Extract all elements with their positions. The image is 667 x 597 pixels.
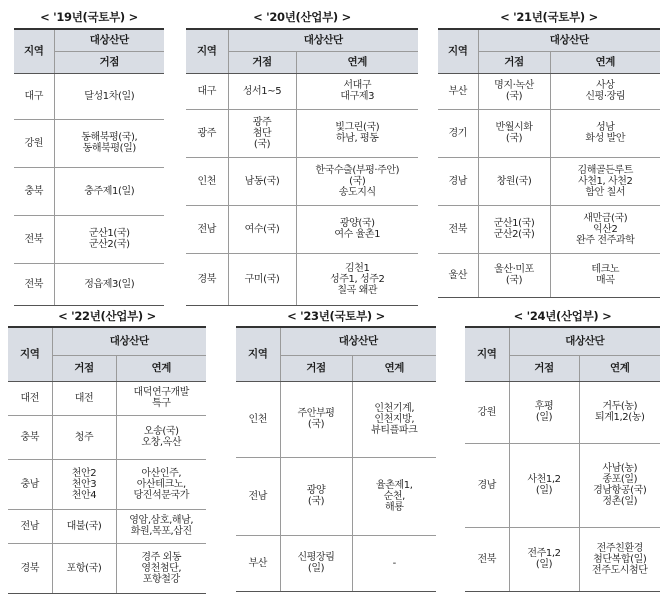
group-header: 대상산단 [54,29,164,51]
linked-cell: 율촌제1, 순천, 해룡 [352,457,436,535]
hub-cell: 정읍제3(일) [54,263,164,305]
region-cell: 충남 [8,459,52,509]
hub-cell: 군산1(국) 군산2(국) [478,205,550,253]
table-caption-2022: < '22년(산업부) > [58,309,156,323]
region-cell: 광주 [186,109,228,157]
hub-cell: 사천1,2 (일) [509,443,579,527]
region-header: 지역 [186,29,228,73]
region-cell: 전북 [14,263,54,305]
hub-cell: 성서1~5 [228,73,296,109]
table-caption-2024: < '24년(산업부) > [513,309,612,323]
region-cell: 울산 [438,253,478,297]
hub-cell: 후평 (일) [509,381,579,443]
hub-cell: 충주제1(일) [54,167,164,215]
region-cell: 경북 [186,253,228,305]
region-cell: 전북 [465,527,509,591]
col-header-hub: 거점 [280,355,352,381]
group-header: 대상산단 [52,327,206,355]
hub-cell: 창원(국) [478,157,550,205]
region-header: 지역 [438,29,478,73]
hub-cell: 대불(국) [52,509,116,543]
linked-cell: 대덕연구개발 특구 [116,381,206,415]
hub-cell: 군산1(국) 군산2(국) [54,215,164,263]
linked-cell: 아산인주, 아산테크노, 당진석문국가 [116,459,206,509]
region-cell: 대전 [8,381,52,415]
region-cell: 경기 [438,109,478,157]
linked-cell: 성남 화성 발안 [550,109,660,157]
table-2023 [236,326,436,592]
linked-cell: 서대구 대구제3 [296,73,418,109]
hub-cell: 청주 [52,415,116,459]
linked-cell: 빛그린(국) 하남, 평동 [296,109,418,157]
region-cell: 충북 [8,415,52,459]
linked-cell: 인천기계, 인천지방, 뷰티플파크 [352,381,436,457]
group-header: 대상산단 [280,327,436,355]
table-2022 [8,326,206,594]
linked-cell: 경주 외동 영천첨단, 포항철강 [116,543,206,593]
linked-cell: 사남(농) 종포(일) 경남항공(국) 정촌(일) [579,443,660,527]
region-cell: 전남 [186,205,228,253]
linked-cell: 한국수출(부평·주안) (국) 송도지식 [296,157,418,205]
group-header: 대상산단 [478,29,660,51]
col-header-linked: 연계 [579,355,660,381]
region-cell: 충북 [14,167,54,215]
hub-cell: 여수(국) [228,205,296,253]
hub-cell: 동해북평(국), 동해북평(일) [54,119,164,167]
col-header-hub: 거점 [52,355,116,381]
linked-cell: 새만금(국) 익산2 완주 전주과학 [550,205,660,253]
region-cell: 강원 [14,119,54,167]
region-header: 지역 [465,327,509,381]
region-cell: 대구 [186,73,228,109]
region-header: 지역 [14,29,54,73]
linked-cell: 사상 신평·장림 [550,73,660,109]
hub-cell: 명지·녹산 (국) [478,73,550,109]
region-cell: 경남 [465,443,509,527]
hub-cell: 신평장림 (일) [280,535,352,591]
hub-cell: 울산·미포 (국) [478,253,550,297]
linked-cell: 김해골든루트 사천1, 사천2 함안 칠서 [550,157,660,205]
col-header-hub: 거점 [478,51,550,73]
linked-cell: 광양(국) 여수 율촌1 [296,205,418,253]
hub-cell: 포항(국) [52,543,116,593]
group-header: 대상산단 [509,327,660,355]
table-2021 [438,28,660,298]
region-cell: 전남 [236,457,280,535]
col-header-hub: 거점 [54,51,164,73]
region-cell: 전북 [14,215,54,263]
table-2024 [465,326,660,592]
table-caption-2020: < '20년(산업부) > [253,10,351,24]
table-caption-2023: < '23년(국토부) > [287,309,385,323]
linked-cell: 테크노 매곡 [550,253,660,297]
linked-cell: 거두(농) 퇴계1,2(농) [579,381,660,443]
col-header-linked: 연계 [296,51,418,73]
hub-cell: 달성1차(일) [54,73,164,119]
col-header-hub: 거점 [228,51,296,73]
region-cell: 대구 [14,73,54,119]
table-2020 [186,28,418,306]
hub-cell: 광주 첨단 (국) [228,109,296,157]
col-header-linked: 연계 [116,355,206,381]
hub-cell: 천안2 천안3 천안4 [52,459,116,509]
region-cell: 전남 [8,509,52,543]
linked-cell: - [352,535,436,591]
region-header: 지역 [236,327,280,381]
col-header-hub: 거점 [509,355,579,381]
hub-cell: 주안부평 (국) [280,381,352,457]
region-cell: 전북 [438,205,478,253]
region-cell: 강원 [465,381,509,443]
hub-cell: 반월시화 (국) [478,109,550,157]
table-caption-2019: < '19년(국토부) > [40,10,138,24]
hub-cell: 구미(국) [228,253,296,305]
hub-cell: 전주1,2 (일) [509,527,579,591]
region-cell: 인천 [236,381,280,457]
hub-cell: 대전 [52,381,116,415]
linked-cell: 김천1 성주1, 성주2 칠곡 왜관 [296,253,418,305]
group-header: 대상산단 [228,29,418,51]
table-caption-2021: < '21년(국토부) > [500,10,598,24]
linked-cell: 오송(국) 오창,옥산 [116,415,206,459]
linked-cell: 영암,삼호,해남, 화원,목포,삽진 [116,509,206,543]
region-cell: 부산 [236,535,280,591]
table-2019 [14,28,164,306]
linked-cell: 전주친환경 첨단복합(일) 전주도시첨단 [579,527,660,591]
region-cell: 경남 [438,157,478,205]
region-cell: 부산 [438,73,478,109]
region-cell: 경북 [8,543,52,593]
region-cell: 인천 [186,157,228,205]
col-header-linked: 연계 [352,355,436,381]
col-header-linked: 연계 [550,51,660,73]
hub-cell: 남동(국) [228,157,296,205]
hub-cell: 광양 (국) [280,457,352,535]
region-header: 지역 [8,327,52,381]
